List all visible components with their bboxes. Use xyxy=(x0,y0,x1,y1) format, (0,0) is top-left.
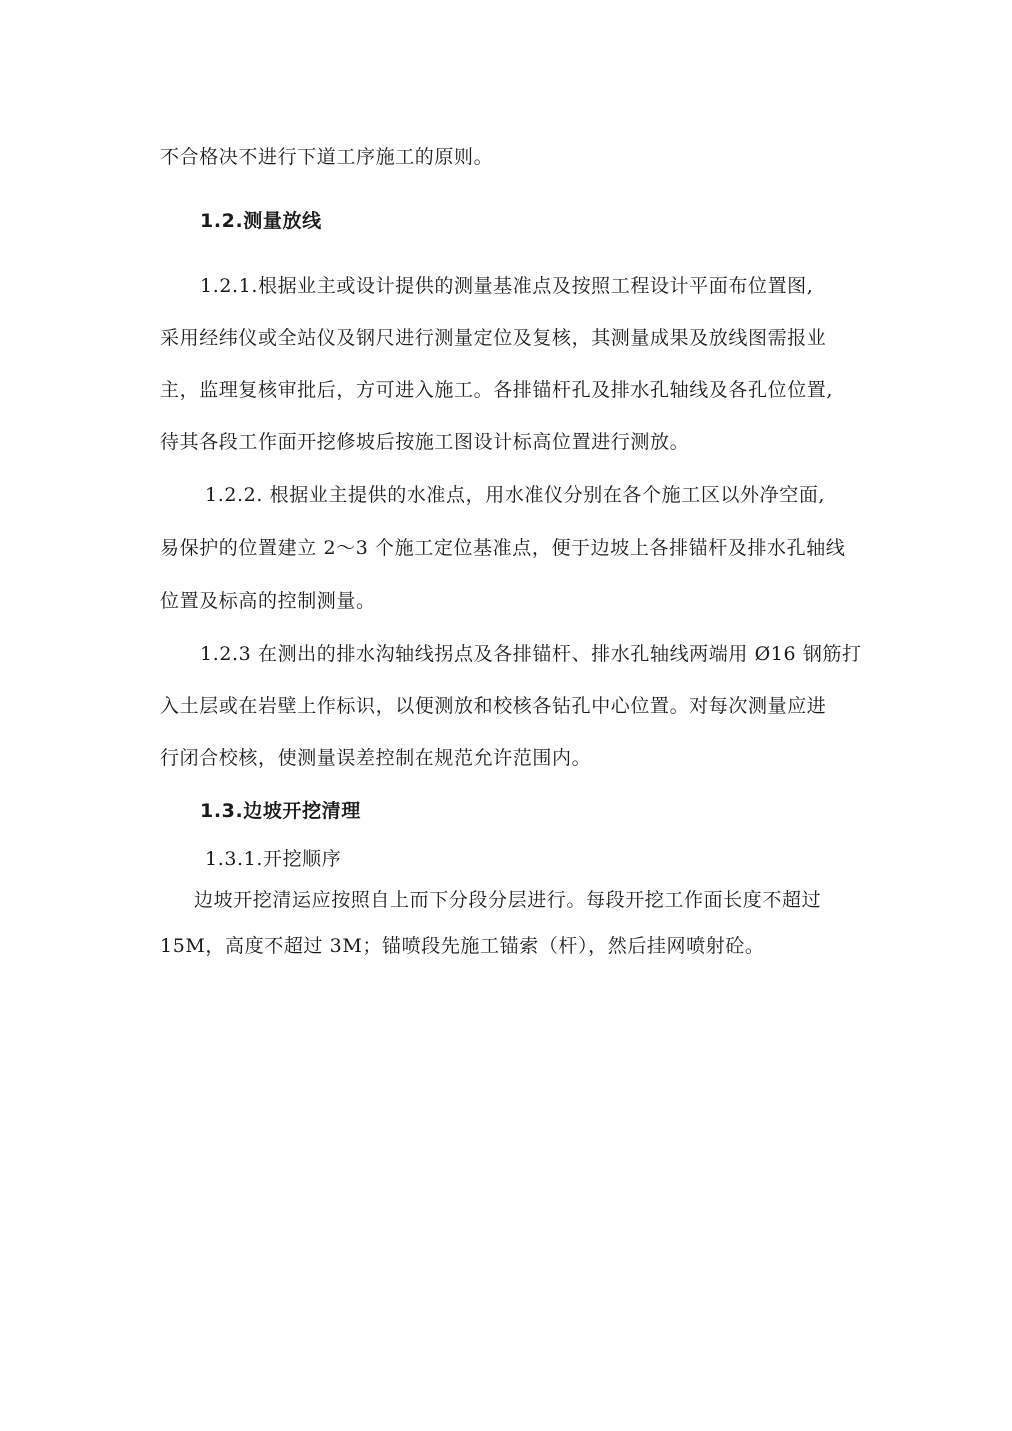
section-heading-1-2: 1.2.测量放线 xyxy=(200,210,322,232)
paragraph-line: 位置及标高的控制测量。 xyxy=(160,590,376,612)
paragraph-line: 1.2.2. 根据业主提供的水准点，用水准仪分别在各个施工区以外净空面, xyxy=(205,484,826,506)
paragraph-line: 不合格决不进行下道工序施工的原则。 xyxy=(160,146,494,168)
paragraph-line: 采用经纬仪或全站仪及钢尺进行测量定位及复核，其测量成果及放线图需报业 xyxy=(160,327,827,349)
subsection-heading-1-3-1: 1.3.1.开挖顺序 xyxy=(205,848,342,870)
section-heading-1-3: 1.3.边坡开挖清理 xyxy=(200,800,361,822)
paragraph-line: 边坡开挖清运应按照自上而下分段分层进行。每段开挖工作面长度不超过 xyxy=(194,889,822,911)
paragraph-line: 15M，高度不超过 3M；锚喷段先施工锚索（杆），然后挂网喷射砼。 xyxy=(160,935,765,957)
paragraph-line: 1.2.3 在测出的排水沟轴线拐点及各排锚杆、排水孔轴线两端用 Ø16 钢筋打 xyxy=(200,643,862,665)
paragraph-line: 行闭合校核，使测量误差控制在规范允许范围内。 xyxy=(160,747,592,769)
paragraph-line: 1.2.1.根据业主或设计提供的测量基准点及按照工程设计平面布位置图, xyxy=(200,275,814,297)
paragraph-line: 主，监理复核审批后，方可进入施工。各排锚杆孔及排水孔轴线及各孔位位置, xyxy=(160,379,834,401)
paragraph-line: 易保护的位置建立 2～3 个施工定位基准点，便于边坡上各排锚杆及排水孔轴线 xyxy=(160,537,846,559)
paragraph-line: 待其各段工作面开挖修坡后按施工图设计标高位置进行测放。 xyxy=(160,431,690,453)
paragraph-line: 入土层或在岩壁上作标识，以便测放和校核各钻孔中心位置。对每次测量应进 xyxy=(160,695,827,717)
